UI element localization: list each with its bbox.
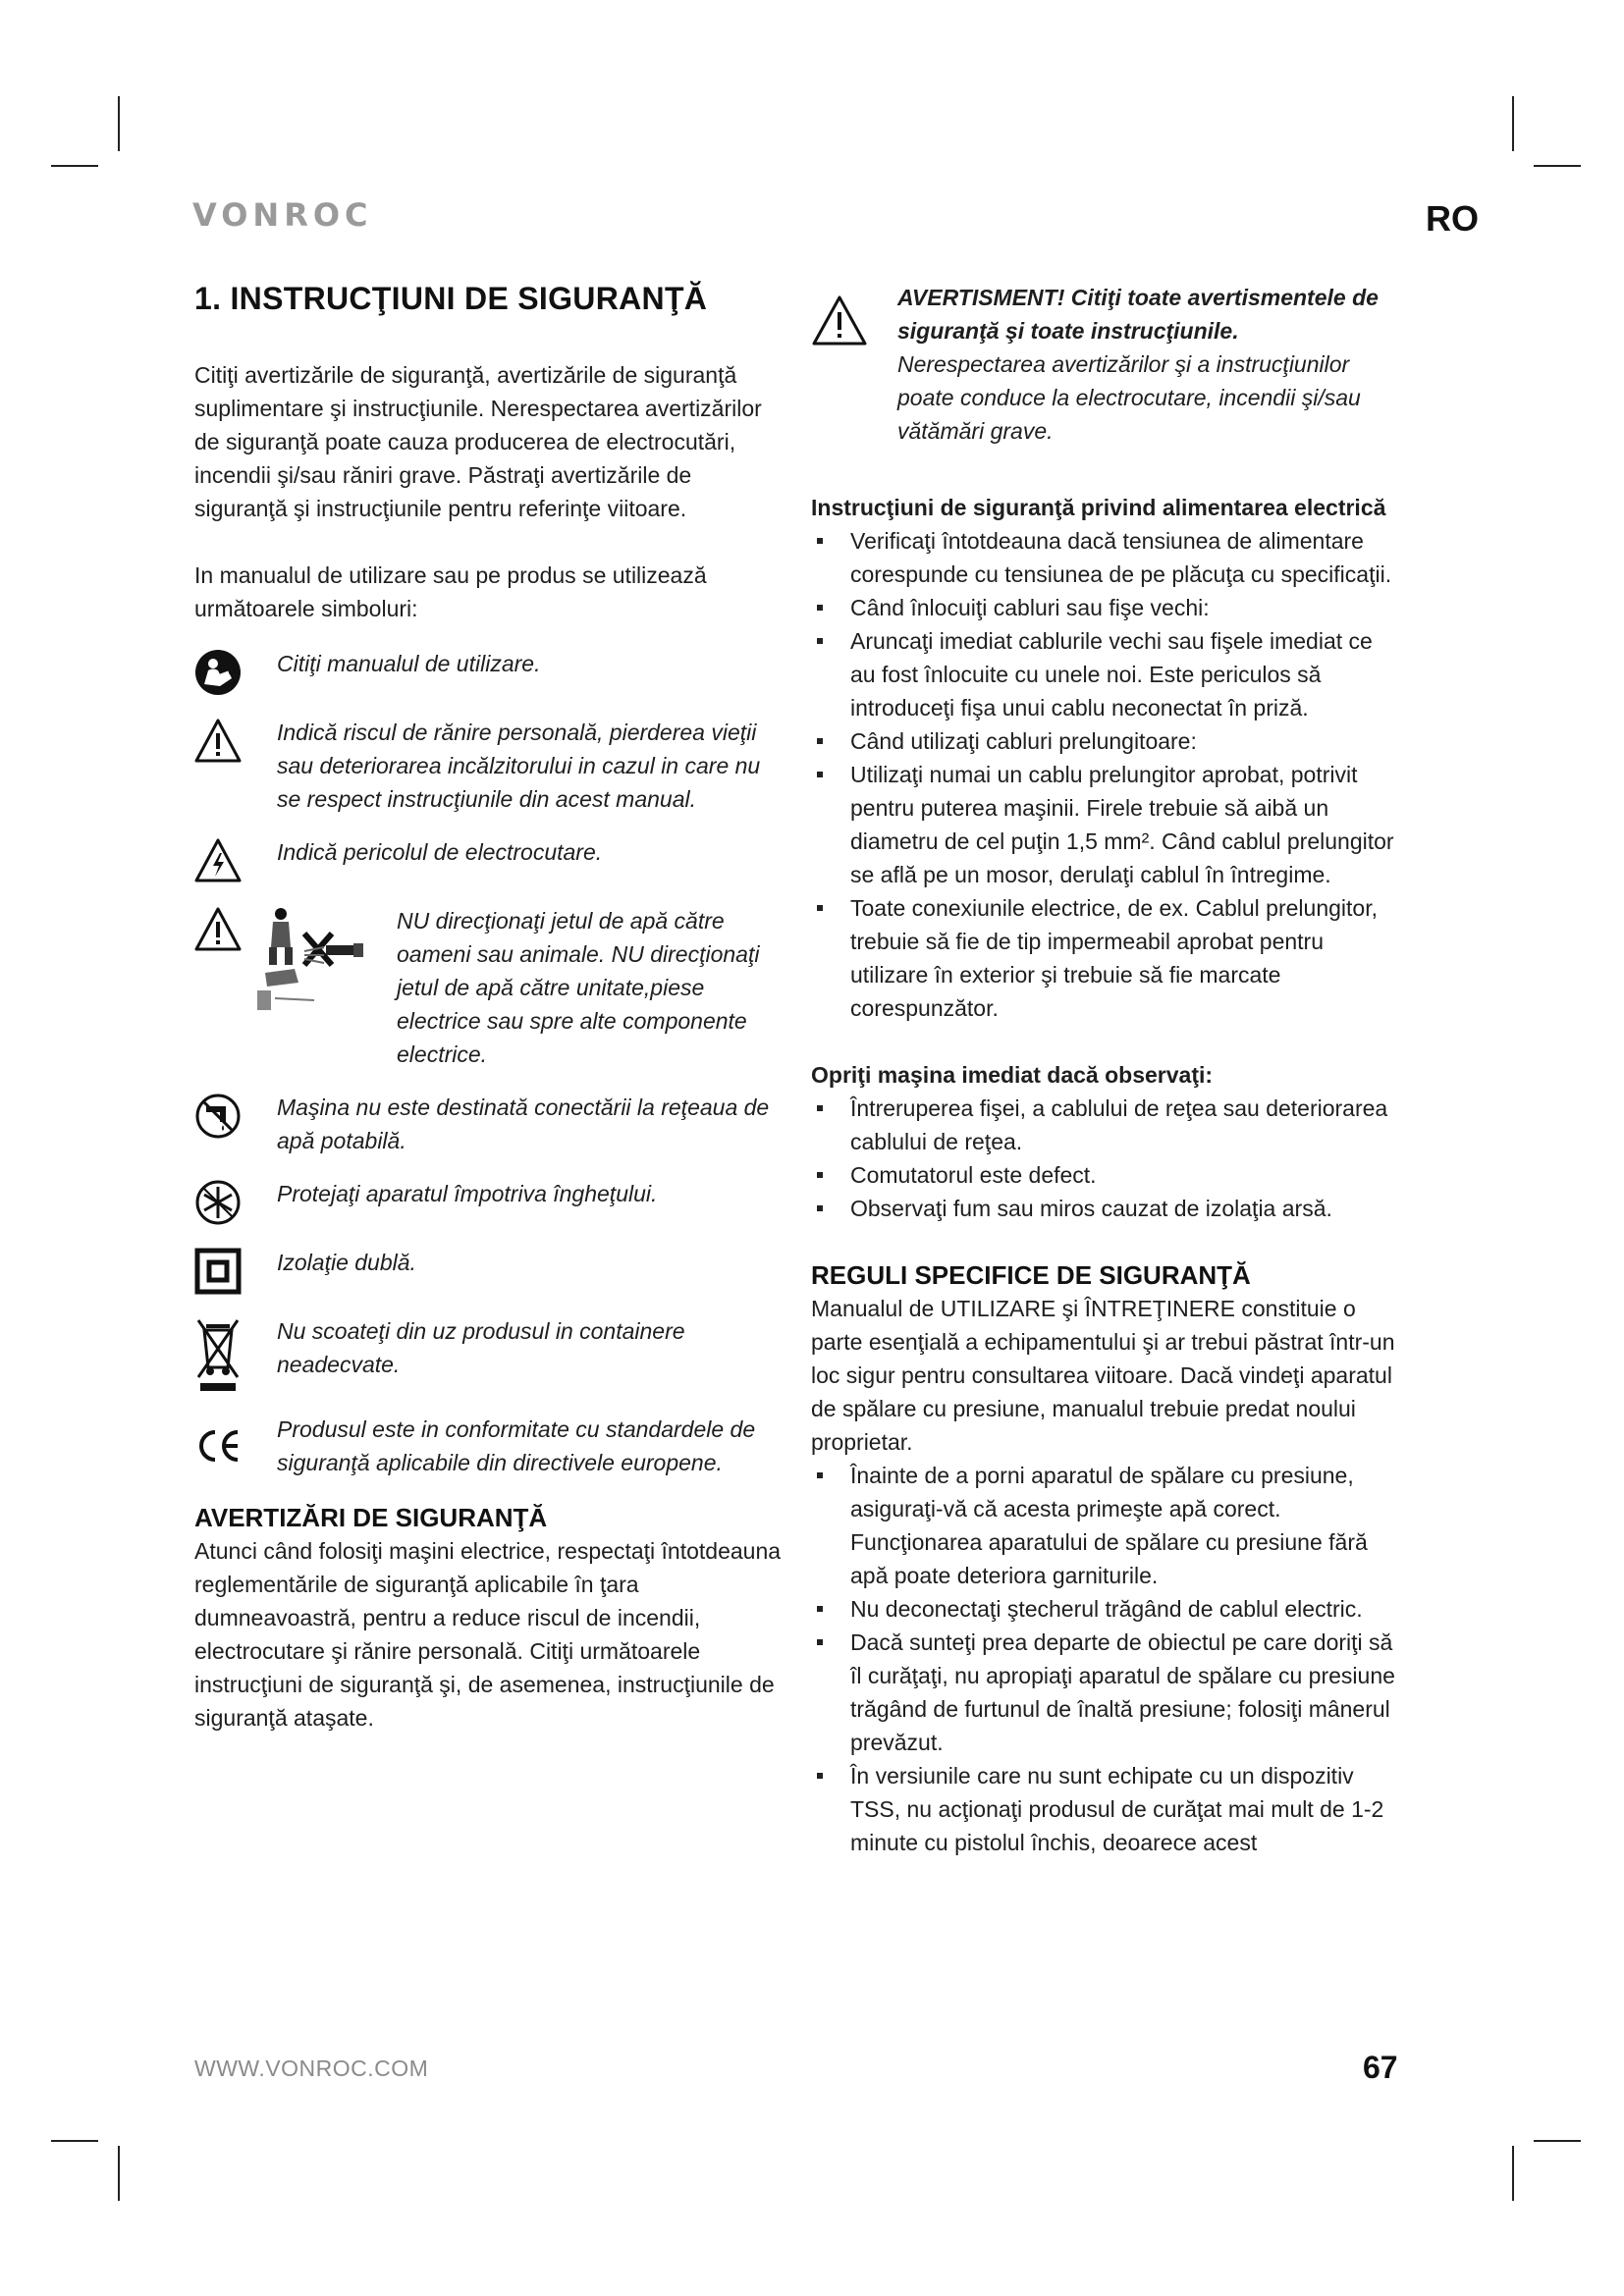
warnings-heading: AVERTIZĂRI DE SIGURANŢĂ: [194, 1503, 548, 1532]
list-item: Când înlocuiţi cabluri sau fişe vechi:: [811, 591, 1400, 624]
warning-triangle-icon: [194, 718, 242, 765]
list-item: Când utilizaţi cabluri prelungitoare:: [811, 724, 1400, 758]
list-item: Verificaţi întotdeauna dacă tensiunea de alimentare corespunde cu tensiunea de pe plăcuţa cu specificaţii.: [811, 524, 1400, 591]
list-item: Aruncaţi imediat cablurile vechi sau fişele imediat ce au fost înlocuite cu unele noi. Este periculos să introduceţi fişa unui cablu neconectat în priză.: [811, 624, 1400, 724]
footer-url: WWW.VONROC.COM: [194, 2056, 429, 2081]
symbol-water-jet-text: NU direcţionaţi jetul de apă către oameni sau animale. NU direcţionaţi jetul de apă către unitate,piese electrice sau spre alte componente electrice.: [397, 908, 760, 1067]
warning-text: Nerespectarea avertizărilor şi a instrucţiunilor poate conduce la electrocutare, incendii şi/sau vătămări grave.: [897, 351, 1361, 444]
ce-mark-icon: [194, 1422, 242, 1469]
symbol-injury: [194, 716, 784, 816]
left-column: [194, 281, 784, 1735]
power-heading: Instrucţiuni de siguranţă privind alimentarea electrică: [811, 495, 1386, 520]
list-item: În versiunile care nu sunt echipate cu un dispozitiv TSS, nu acţionaţi produsul de curăţat mai mult de 1-2 minute cu pistolul închis, deoarece acest: [811, 1759, 1400, 1859]
symbol-electric-text: Indică pericolul de electrocutare.: [277, 839, 603, 865]
symbols-intro: In manualul de utilizare sau pe produs se utilizează următoarele simboluri:: [194, 562, 707, 621]
symbol-injury-text: Indică riscul de rănire personală, pierderea vieţii sau deteriorarea incălzitorului in cazul in care nu se respect instrucţiunile din acest manual.: [277, 720, 761, 812]
read-manual-icon: [194, 649, 242, 696]
no-potable-water-icon: [194, 1093, 242, 1140]
power-list: [811, 524, 1400, 1025]
crop-mark: [1512, 2146, 1514, 2201]
frost-protection-icon: [194, 1179, 242, 1226]
symbol-ce: [194, 1413, 784, 1479]
symbol-manual-text: Citiţi manualul de utilizare.: [277, 651, 541, 676]
crop-mark: [1534, 2140, 1581, 2142]
intro-paragraph: Citiţi avertizările de siguranţă, avertizările de siguranţă suplimentare şi instrucţiunile. Nerespectarea avertizărilor de siguranţă poate cauza producerea de electrocutări, incendii şi/sau răniri grave. Păstraţi avertizările de siguranţă şi instrucţiunile pentru referinţe viitoare.: [194, 362, 762, 521]
symbol-electric: [194, 835, 784, 884]
list-item: Nu deconectaţi ştecherul trăgând de cablul electric.: [811, 1592, 1400, 1626]
rules-heading: REGULI SPECIFICE DE SIGURANŢĂ: [811, 1260, 1251, 1290]
weee-bin-icon: [194, 1316, 242, 1393]
symbol-double-insulation: [194, 1246, 784, 1295]
stop-heading: Opriţi maşina imediat dacă observaţi:: [811, 1062, 1214, 1088]
crop-mark: [118, 2146, 120, 2201]
symbol-frost-text: Protejaţi aparatul împotriva îngheţului.: [277, 1181, 658, 1206]
list-item: Toate conexiunile electrice, de ex. Cablul prelungitor, trebuie să fie de tip impermeabil aprobat pentru utilizare în exterior şi trebuie să fie marcate corespunzător.: [811, 891, 1400, 1025]
electric-shock-icon: [194, 837, 242, 884]
list-item: Întreruperea fişei, a cablului de reţea sau deteriorarea cablului de reţea.: [811, 1092, 1400, 1158]
symbol-manual: [194, 647, 784, 696]
symbol-disposal: [194, 1314, 784, 1393]
rules-paragraph: Manualul de UTILIZARE şi ÎNTREŢINERE constituie o parte esenţială a echipamentului şi ar trebui păstrat într-un loc sigur pentru consultarea viitoare. Dacă vindeţi aparatul de spălare cu presiune, manualul trebuie predat noului proprietar.: [811, 1296, 1395, 1455]
warning-triangle-icon: [811, 294, 868, 347]
warnings-paragraph: Atunci când folosiţi maşini electrice, respectaţi întotdeauna reglementările de siguranţă aplicabile în ţara dumneavoastră, pentru a reduce riscul de incendii, electrocutare şi rănire personală. Citiţi următoarele instrucţiuni de siguranţă şi, de asemenea, instrucţiunile de siguranţă ataşate.: [194, 1538, 782, 1731]
language-code: RO: [1426, 198, 1479, 239]
crop-mark: [51, 2140, 98, 2142]
list-item: Observaţi fum sau miros cauzat de izolaţia arsă.: [811, 1192, 1400, 1225]
symbol-water-jet: [194, 904, 784, 1071]
page-number: 67: [1363, 2050, 1398, 2085]
warning-triangle-icon: [194, 906, 242, 953]
double-insulation-icon: [194, 1248, 242, 1295]
rules-list: [811, 1459, 1400, 1859]
crop-mark: [51, 165, 98, 167]
list-item: Comutatorul este defect.: [811, 1158, 1400, 1192]
crop-mark: [1534, 165, 1581, 167]
symbol-frost: [194, 1177, 784, 1226]
symbol-ce-text: Produsul este in conformitate cu standardele de siguranţă aplicabile din directivele europene.: [277, 1416, 756, 1475]
no-water-jet-icon: [255, 904, 377, 1020]
page-title: 1. INSTRUCŢIUNI DE SIGURANŢĂ: [194, 281, 708, 316]
brand-logo: VONROC: [192, 196, 373, 234]
crop-mark: [118, 96, 120, 151]
list-item: Dacă sunteţi prea departe de obiectul pe care doriţi să îl curăţaţi, nu apropiaţi aparatul de spălare cu presiune trăgând de furtunul de înaltă presiune; folosiţi mânerul prevăzut.: [811, 1626, 1400, 1759]
list-item: Utilizaţi numai un cablu prelungitor aprobat, potrivit pentru puterea maşinii. Firele trebuie să aibă un diametru de cel puţin 1,5 mm². Când cablul prelungitor se află pe un mosor, derulaţi cablul în întregime.: [811, 758, 1400, 891]
stop-list: [811, 1092, 1400, 1225]
warning-bold-text: AVERTISMENT! Citiţi toate avertismentele de siguranţă şi toate instrucţiunile.: [897, 285, 1379, 344]
symbol-potable: [194, 1091, 784, 1157]
list-item: Înainte de a porni aparatul de spălare cu presiune, asiguraţi-vă că acesta primeşte apă corect. Funcţionarea aparatului de spălare cu presiune fără apă poate deteriora garniturile.: [811, 1459, 1400, 1592]
right-column: [811, 281, 1400, 1859]
symbol-potable-text: Maşina nu este destinată conectării la reţeaua de apă potabilă.: [277, 1095, 770, 1153]
general-warning: [811, 281, 1400, 448]
crop-mark: [1512, 96, 1514, 151]
symbol-double-insulation-text: Izolaţie dublă.: [277, 1250, 416, 1275]
symbol-disposal-text: Nu scoateţi din uz produsul in containere neadecvate.: [277, 1318, 685, 1377]
